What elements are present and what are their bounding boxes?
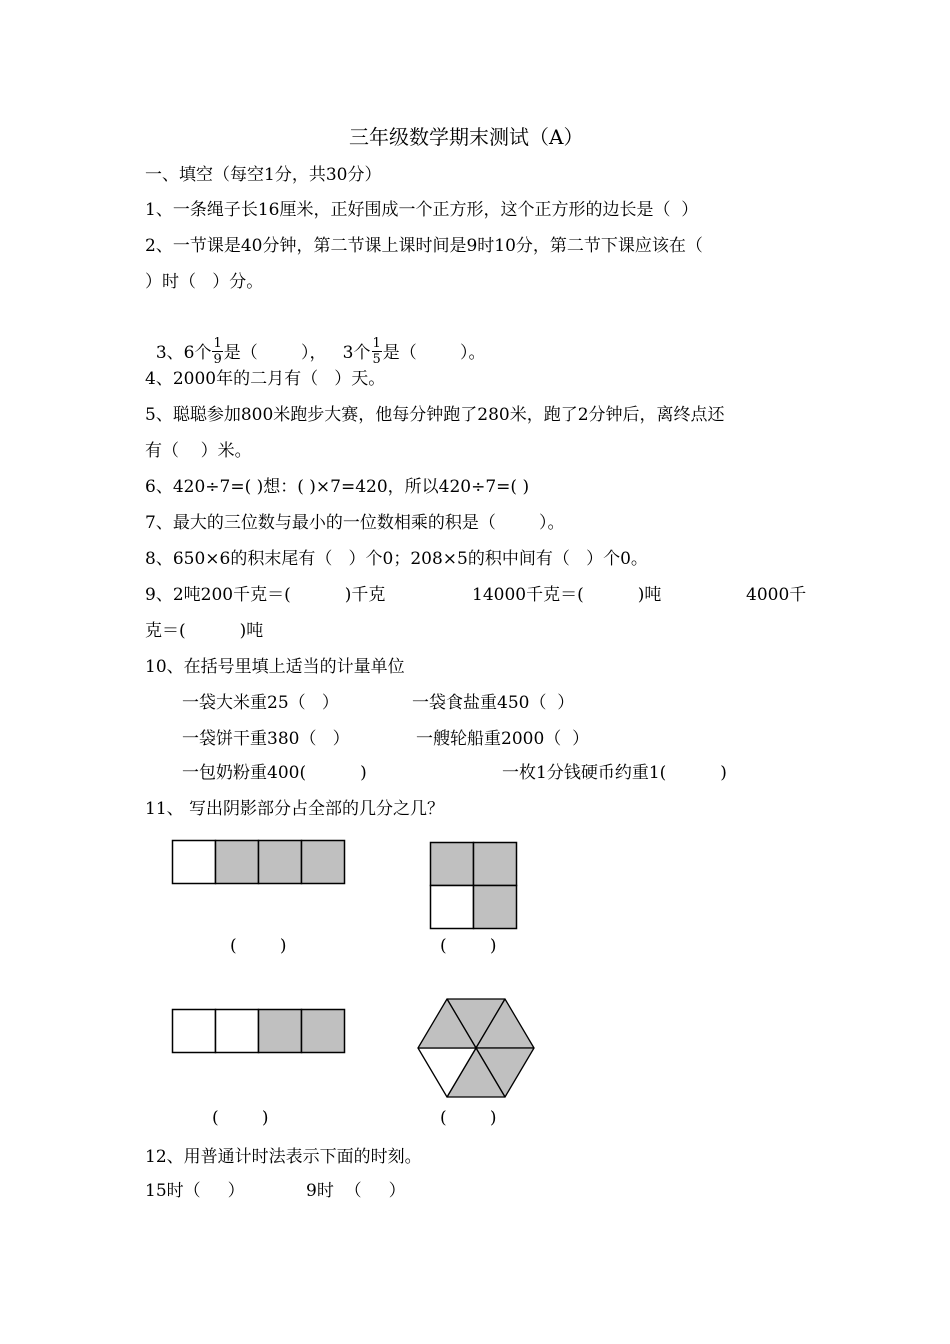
question-4: 4、2000年的二月有（ ）天。 — [145, 369, 386, 389]
question-5-line-2: 有（ ）米。 — [145, 441, 252, 461]
bar2-cell-1 — [173, 1010, 216, 1053]
answer-blank-3: ( ) — [212, 1108, 269, 1128]
question-10-d: 一艘轮船重2000（ ） — [416, 729, 590, 749]
figure-bar-2 — [172, 1009, 346, 1053]
page-title: 三年级数学期末测试（A） — [349, 125, 584, 149]
fraction-one-fifth: $\frac{1}{5}$ — [372, 336, 381, 367]
answer-blank-4: ( ) — [440, 1108, 497, 1128]
question-10-f: 一枚1分钱硬币约重1( ) — [502, 763, 727, 783]
answer-blank-1: ( ) — [230, 936, 287, 956]
square-cell-tr — [474, 843, 517, 886]
bar1-cell-4 — [302, 841, 345, 884]
square-cell-br — [474, 886, 517, 929]
question-7: 7、最大的三位数与最小的一位数相乘的积是（ ）。 — [145, 513, 565, 533]
bar2-cell-3 — [259, 1010, 302, 1053]
question-12-heading: 12、用普通计时法表示下面的时刻。 — [145, 1147, 422, 1167]
question-10-b: 一袋食盐重450（ ） — [412, 693, 575, 713]
question-1: 1、一条绳子长16厘米，正好围成一个正方形，这个正方形的边长是（ ） — [145, 200, 699, 220]
figure-hexagon — [416, 997, 536, 1099]
q3-suffix: 是（ ）。 — [382, 343, 486, 363]
bar1-cell-2 — [216, 841, 259, 884]
q3-mid: 是（ ）， 3个 — [223, 343, 371, 363]
question-9-part-b: 14000千克＝( )吨 — [472, 585, 662, 605]
question-11-heading: 11、 写出阴影部分占全部的几分之几？ — [145, 799, 445, 819]
question-10-heading: 10、在括号里填上适当的计量单位 — [145, 657, 405, 677]
fraction-one-ninth: $\frac{1}{9}$ — [213, 336, 222, 367]
question-12-b: 9时 （ ） — [306, 1181, 406, 1201]
answer-blank-2: ( ) — [440, 936, 497, 956]
question-9-line-2: 克＝( )吨 — [145, 621, 264, 641]
question-10-a: 一袋大米重25（ ） — [182, 693, 339, 713]
question-3 — [145, 318, 486, 369]
question-5-line-1: 5、聪聪参加800米跑步大赛，他每分钟跑了280米，跑了2分钟后，离终点还 — [145, 405, 725, 425]
question-2-line-1: 2、一节课是40分钟，第二节课上课时间是9时10分，第二节下课应该在（ — [145, 236, 703, 256]
q3-prefix: 3、6个 — [155, 343, 212, 363]
bar1-cell-3 — [259, 841, 302, 884]
question-10-e: 一包奶粉重400( ) — [182, 763, 367, 783]
question-12-a: 15时（ ） — [145, 1181, 245, 1201]
bar2-cell-2 — [216, 1010, 259, 1053]
square-cell-tl — [431, 843, 474, 886]
question-8: 8、650×6的积末尾有（ ）个0；208×5的积中间有（ ）个0。 — [145, 549, 648, 569]
question-10-c: 一袋饼干重380（ ） — [182, 729, 350, 749]
figure-bar-1 — [172, 840, 346, 884]
bar1-cell-1 — [173, 841, 216, 884]
figure-square — [430, 842, 518, 930]
section-heading: 一、填空（每空1分，共30分） — [145, 165, 382, 185]
question-2-line-2: ）时（ ）分。 — [145, 272, 264, 292]
question-9-part-a: 9、2吨200千克＝( )千克 — [145, 585, 386, 605]
question-9-part-c: 4000千 — [746, 585, 807, 605]
bar2-cell-4 — [302, 1010, 345, 1053]
square-cell-bl — [431, 886, 474, 929]
question-6: 6、420÷7=( )想：( )×7=420，所以420÷7=( ) — [145, 477, 530, 497]
